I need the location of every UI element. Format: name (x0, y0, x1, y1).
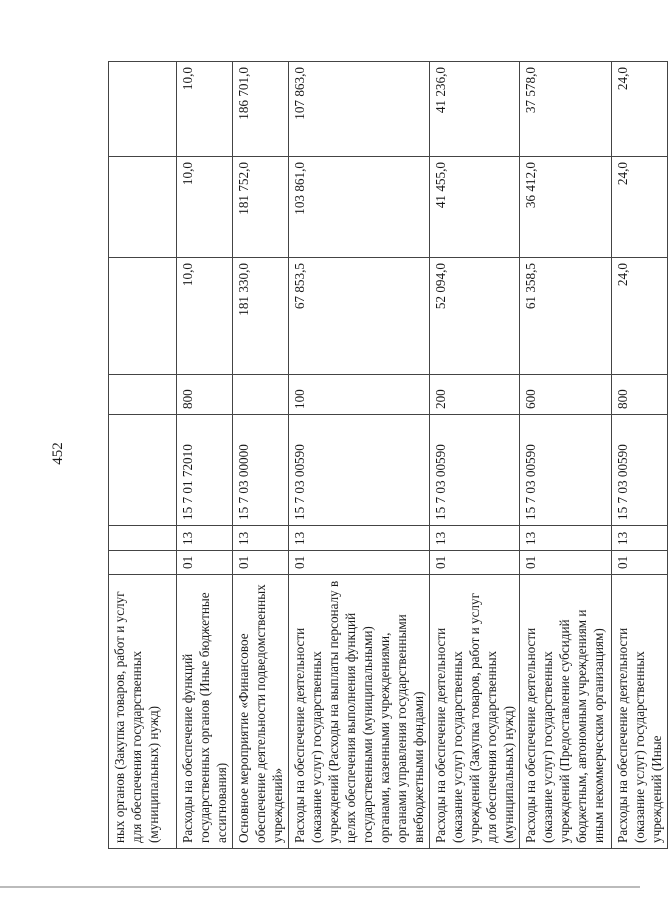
section-code: 01 (520, 551, 612, 575)
subsection-code: 13 (612, 526, 668, 551)
table-row (289, 62, 430, 849)
subsection-code: 13 (520, 526, 612, 551)
table-row (233, 62, 289, 849)
rotated-table-container (108, 62, 664, 849)
amount-year-1: 10,0 (177, 258, 233, 375)
amount-year-3: 41 236,0 (430, 62, 520, 157)
subsection-code: 13 (177, 526, 233, 551)
section-code: 01 (233, 551, 289, 575)
budget-table (108, 61, 668, 849)
subsection-code: 13 (430, 526, 520, 551)
expense-type-code (233, 375, 289, 415)
amount-year-2: 24,0 (612, 157, 668, 258)
target-article-code: 15 7 03 00000 (233, 415, 289, 526)
table-row (520, 62, 612, 849)
row-description: Расходы на обеспечение деятельности (оказание услуг) государственных учреждений (Иные (612, 575, 668, 849)
target-article-code: 15 7 03 00590 (612, 415, 668, 526)
row-description: Расходы на обеспечение деятельности (оказание услуг) государственных учреждений (Закупка товаров, работ и услуг для обеспечения государственных (муниципальных) нужд) (430, 575, 520, 849)
amount-year-1: 61 358,5 (520, 258, 612, 375)
target-article-code: 15 7 03 00590 (430, 415, 520, 526)
table-row (109, 62, 177, 849)
row-description: Расходы на обеспечение функций государственных органов (Иные бюджетные ассигнования) (177, 575, 233, 849)
section-code: 01 (430, 551, 520, 575)
target-article-code: 15 7 03 00590 (289, 415, 430, 526)
expense-type-code: 600 (520, 375, 612, 415)
section-code (109, 551, 177, 575)
section-code: 01 (177, 551, 233, 575)
expense-type-code: 100 (289, 375, 430, 415)
table-row (612, 62, 668, 849)
expense-type-code: 800 (177, 375, 233, 415)
row-description: Расходы на обеспечение деятельности (оказание услуг) государственных учреждений (Расходы на выплаты персоналу в целях обеспечения выполнения функций государственными (муниципальными) органами, казенными учреждениями, органами управления государственными внебюджетными фондами) (289, 575, 430, 849)
amount-year-3: 186 701,0 (233, 62, 289, 157)
amount-year-1 (109, 258, 177, 375)
amount-year-3: 37 578,0 (520, 62, 612, 157)
amount-year-1: 67 853,5 (289, 258, 430, 375)
amount-year-1: 24,0 (612, 258, 668, 375)
amount-year-2: 41 455,0 (430, 157, 520, 258)
row-description: Основное мероприятие «Финансовое обеспечение деятельности подведомственных учреждений» (233, 575, 289, 849)
amount-year-1: 52 094,0 (430, 258, 520, 375)
subsection-code (109, 526, 177, 551)
amount-year-2 (109, 157, 177, 258)
expense-type-code: 200 (430, 375, 520, 415)
amount-year-2: 10,0 (177, 157, 233, 258)
page-number: 452 (49, 442, 66, 465)
section-code: 01 (289, 551, 430, 575)
expense-type-code: 800 (612, 375, 668, 415)
table-row (430, 62, 520, 849)
amount-year-3: 24,0 (612, 62, 668, 157)
target-article-code (109, 415, 177, 526)
amount-year-2: 181 752,0 (233, 157, 289, 258)
amount-year-2: 103 861,0 (289, 157, 430, 258)
amount-year-3: 10,0 (177, 62, 233, 157)
amount-year-3 (109, 62, 177, 157)
row-description: ных органов (Закупка товаров, работ и услуг для обеспечения государственных (муниципальных) нужд) (109, 575, 177, 849)
row-description: Расходы на обеспечение деятельности (оказание услуг) государственных учреждений (Предоставление субсидий бюджетным, автономным учреждениям и иным некоммерческим организациям) (520, 575, 612, 849)
table-row (177, 62, 233, 849)
target-article-code: 15 7 01 72010 (177, 415, 233, 526)
section-code: 01 (612, 551, 668, 575)
target-article-code: 15 7 03 00590 (520, 415, 612, 526)
subsection-code: 13 (289, 526, 430, 551)
amount-year-2: 36 412,0 (520, 157, 612, 258)
amount-year-3: 107 863,0 (289, 62, 430, 157)
expense-type-code (109, 375, 177, 415)
subsection-code: 13 (233, 526, 289, 551)
page-bottom-edge (0, 886, 640, 888)
amount-year-1: 181 330,0 (233, 258, 289, 375)
